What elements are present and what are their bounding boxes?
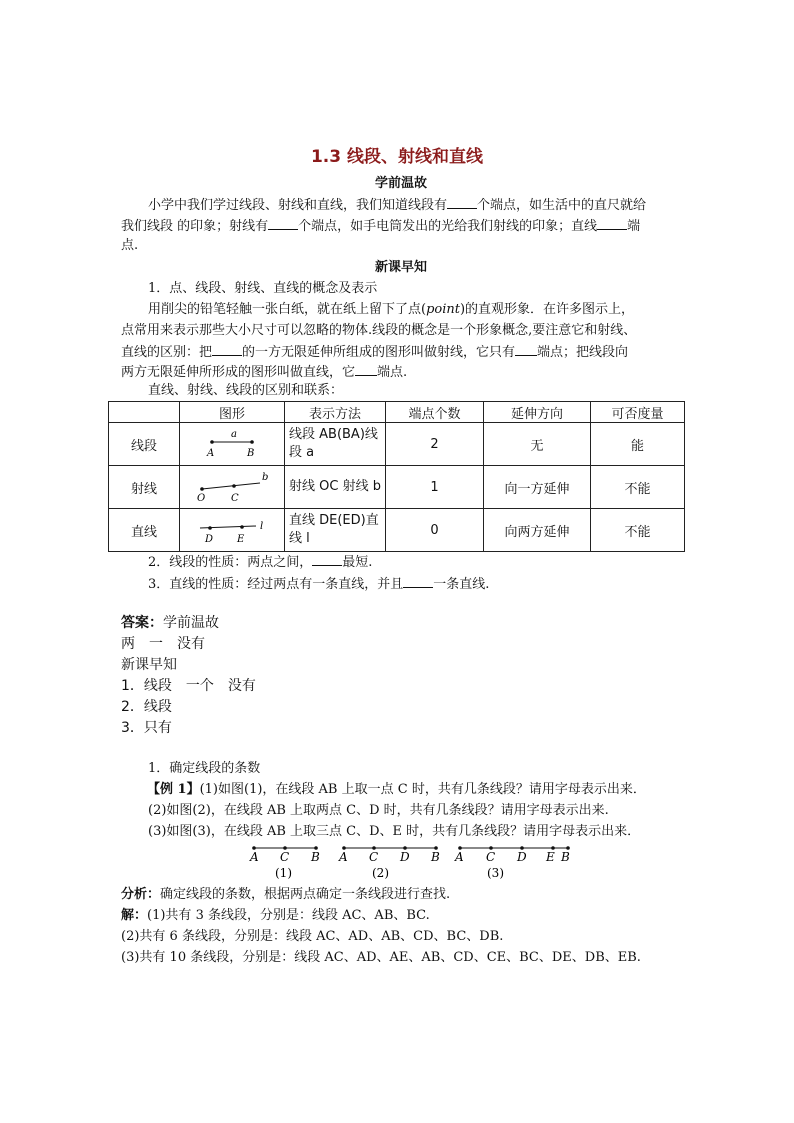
property-text: 一条直线.	[433, 577, 490, 592]
concept-text: )的直观形象．在许多图示上，	[459, 302, 635, 317]
point-label: D	[400, 850, 410, 864]
ray-diagram	[182, 466, 282, 504]
row-direction: 无	[484, 423, 591, 466]
segment-diagram	[182, 423, 282, 461]
answer-text: 学前温故	[163, 615, 219, 631]
row-ends: 1	[386, 466, 484, 509]
diagram-label: B	[247, 448, 255, 459]
review-line-2	[121, 215, 681, 237]
example-question-1	[147, 780, 707, 800]
section-heading-new: 新课早知	[374, 260, 427, 275]
concept-text: 的一方无限延伸所组成的图形叫做射线，它只有	[242, 345, 516, 360]
concept-item-1: 1．点、线段、射线、直线的概念及表示	[148, 281, 378, 296]
point-label: C	[369, 850, 379, 864]
row-method	[285, 423, 386, 466]
page-title: 1.3 线段、射线和直线	[310, 147, 484, 167]
method-text: 线 l	[289, 531, 310, 546]
solution-line-1	[121, 906, 681, 926]
point-label: A	[250, 850, 259, 864]
section-heading-review: 学前温故	[374, 176, 427, 191]
diagram-label: D	[205, 534, 214, 545]
figure-1	[249, 846, 320, 880]
diagram-label: C	[231, 493, 239, 504]
row-measure: 不能	[591, 509, 685, 552]
concept-text: 端点.	[377, 365, 408, 380]
row-name: 线段	[109, 423, 180, 466]
concept-line-1	[148, 300, 708, 320]
diagram-label: E	[237, 534, 245, 545]
example-question-3: (3)如图(3)，在线段 AB 上取三点 C、D、E 时，共有几条线段？请用字母表示出来．	[148, 824, 641, 839]
method-text: 直线 DE(ED)直	[289, 513, 379, 528]
answer-line: 1．线段 一个 没有	[121, 678, 256, 694]
property-line-3	[148, 573, 708, 595]
solution-line-3: (3)共有 10 条线段，分别是：线段 AC、AD、AE、AB、CD、CE、BC、DE、DB、EB.	[121, 950, 641, 965]
review-text: 我们线段 的印象；射线有	[121, 219, 269, 234]
comparison-table	[108, 401, 685, 552]
table-header	[109, 402, 180, 423]
property-text: 2．线段的性质：两点之间，	[148, 555, 313, 570]
fill-blank	[212, 341, 242, 356]
concept-text: 直线的区别：把	[121, 345, 213, 360]
table-header: 可否度量	[591, 402, 685, 423]
fill-blank	[312, 551, 342, 566]
diagram-label: a	[231, 429, 237, 440]
table-header: 表示方法	[285, 402, 386, 423]
row-name: 射线	[109, 466, 180, 509]
concept-text: 用削尖的铅笔轻触一张白纸，就在纸上留下了点(	[148, 302, 427, 317]
fill-blank	[597, 215, 627, 230]
review-text: 个端点，如手电筒发出的光给我们射线的印象；直线	[298, 219, 598, 234]
review-text: 端	[627, 219, 641, 234]
review-line-3: 点.	[121, 238, 139, 253]
point-label: B	[431, 850, 440, 864]
answer-line: 3．只有	[121, 720, 172, 736]
analysis-text: 确定线段的条数，根据两点确定一条线段进行查找.	[160, 887, 451, 902]
concept-line-2: 点常用来表示那些大小尺寸可以忽略的物体.线段的概念是一个形象概念,要注意它和射线、	[121, 323, 637, 338]
row-ends: 0	[386, 509, 484, 552]
review-line-1	[148, 194, 708, 216]
answer-line: 2．线段	[121, 699, 172, 715]
table-header: 延伸方向	[484, 402, 591, 423]
diagram-label: A	[207, 448, 215, 459]
diagram-label: l	[260, 521, 264, 532]
fill-blank	[268, 215, 298, 230]
property-text: 最短.	[342, 555, 373, 570]
answer-label: 答案：	[121, 615, 163, 631]
solution-line-2: (2)共有 6 条线段，分别是：线段 AC、AD、AB、CD、BC、DB.	[121, 929, 504, 944]
figure-caption: (1)	[275, 866, 292, 880]
row-direction: 向一方延伸	[484, 466, 591, 509]
point-label: E	[546, 850, 555, 864]
figure-caption: (3)	[487, 866, 504, 880]
answer-line: 新课早知	[121, 657, 177, 673]
line-figure	[180, 509, 285, 552]
line-diagram	[182, 509, 282, 547]
row-measure: 能	[591, 423, 685, 466]
concept-text: 端点；把线段向	[537, 345, 629, 360]
diagram-label: O	[197, 493, 206, 504]
concept-term: point	[426, 302, 460, 317]
point-label: A	[339, 850, 348, 864]
example-tag: 【例 1】	[147, 782, 200, 797]
fill-blank	[447, 194, 477, 209]
table-caption: 直线、射线、线段的区别和联系：	[148, 383, 344, 398]
figure-2	[338, 846, 440, 880]
fill-blank	[403, 573, 433, 588]
solution-label: 解：	[121, 908, 148, 923]
answer-line: 两 一 没有	[121, 636, 205, 652]
row-direction: 向两方延伸	[484, 509, 591, 552]
table-header: 端点个数	[386, 402, 484, 423]
answer-heading	[121, 613, 681, 633]
analysis-label: 分析：	[121, 887, 161, 902]
row-ends: 2	[386, 423, 484, 466]
fill-blank	[355, 361, 377, 376]
point-label: D	[517, 850, 527, 864]
concept-text: 两方无限延伸所形成的图形叫做直线，它	[121, 365, 356, 380]
method-text: 线段 AB(BA)线	[289, 427, 378, 442]
fill-blank	[515, 341, 537, 356]
example-question-2: (2)如图(2)，在线段 AB 上取两点 C、D 时，共有几条线段？请用字母表示出来.	[148, 803, 609, 818]
method-text: 射线 OC 射线 b	[289, 479, 381, 494]
table-header: 图形	[180, 402, 285, 423]
concept-line-3	[121, 341, 681, 363]
diagram-label: b	[262, 472, 269, 483]
point-label: C	[280, 850, 290, 864]
figure-caption: (2)	[372, 866, 389, 880]
segment-figure	[180, 423, 285, 466]
solution-text: (1)共有 3 条线段，分别是：线段 AC、AB、BC.	[147, 908, 430, 923]
table-row	[109, 466, 685, 509]
analysis-line	[121, 885, 681, 905]
example-figures	[240, 840, 580, 882]
method-text: 段 a	[289, 445, 315, 460]
row-method	[285, 466, 386, 509]
row-name: 直线	[109, 509, 180, 552]
row-method	[285, 509, 386, 552]
point-label: A	[455, 850, 464, 864]
point-label: B	[561, 850, 570, 864]
review-text: 小学中我们学过线段、射线和直线，我们知道线段有	[148, 198, 448, 213]
review-text: 个端点，如生活中的直尺就给	[477, 198, 647, 213]
figure-3	[454, 846, 570, 880]
table-header-row	[109, 402, 685, 423]
example-topic: 1．确定线段的条数	[148, 761, 261, 776]
concept-line-4	[121, 361, 681, 383]
example-text: (1)如图(1)，在线段 AB 上取一点 C 时，共有几条线段？请用字母表示出来．	[199, 782, 646, 797]
point-label: C	[486, 850, 496, 864]
property-text: 3．直线的性质：经过两点有一条直线，并且	[148, 577, 404, 592]
property-line-2	[148, 551, 708, 573]
ray-figure	[180, 466, 285, 509]
table-row	[109, 423, 685, 466]
row-measure: 不能	[591, 466, 685, 509]
point-label: B	[311, 850, 320, 864]
table-row	[109, 509, 685, 552]
